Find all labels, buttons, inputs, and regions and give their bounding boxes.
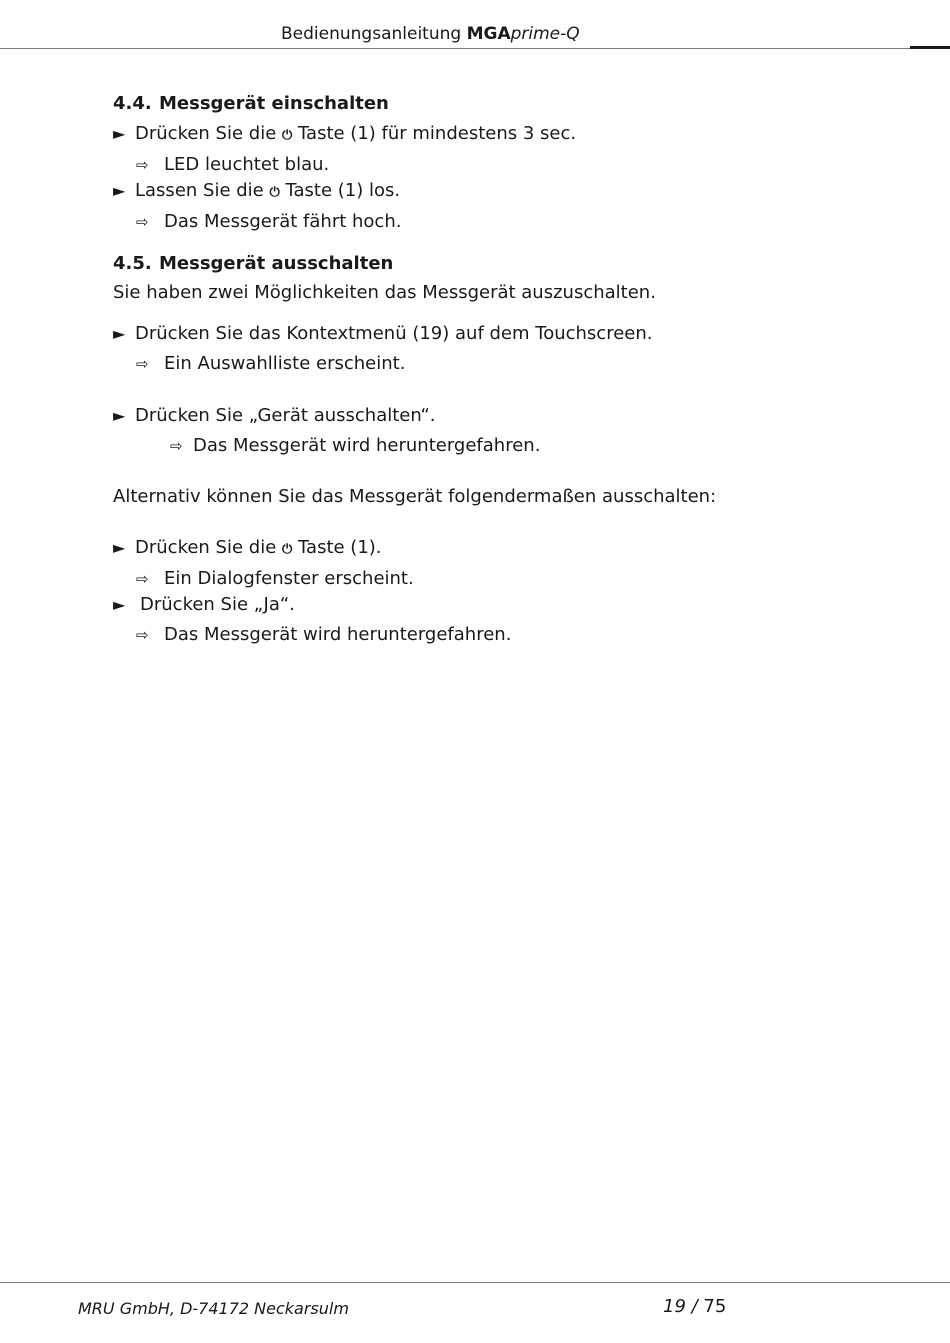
section-heading-4-5: [113, 253, 393, 274]
section-title: Messgerät einschalten: [159, 93, 389, 114]
step-text-post: Taste (1).: [292, 537, 382, 558]
power-icon: ⏻: [269, 185, 280, 200]
instruction-result: [136, 353, 405, 374]
step-text: Drücken Sie „Ja“.: [140, 594, 295, 615]
result-text: Ein Auswahlliste erscheint.: [164, 353, 406, 374]
section-intro: Sie haben zwei Möglichkeiten das Messgerät auszuschalten.: [113, 282, 656, 303]
footer-company: MRU GmbH, D-74172 Neckarsulm: [78, 1299, 349, 1318]
result-arrow-icon: ⇨: [170, 437, 183, 455]
result-arrow-icon: ⇨: [136, 213, 149, 231]
result-text: Das Messgerät wird heruntergefahren.: [164, 624, 512, 645]
result-text: Ein Dialogfenster erscheint.: [164, 568, 414, 589]
page-total: 75: [703, 1296, 727, 1317]
section-number: 4.5.: [113, 253, 152, 274]
result-arrow-icon: ⇨: [136, 355, 149, 373]
step-text-post: Taste (1) für mindestens 3 sec.: [292, 123, 577, 144]
step-text-post: Taste (1) los.: [279, 180, 401, 201]
header-rule: [0, 48, 910, 49]
result-arrow-icon: ⇨: [136, 626, 149, 644]
header-brand-bold: MGA: [466, 24, 511, 44]
header-title-prefix: Bedienungsanleitung: [281, 24, 467, 44]
result-text: LED leuchtet blau.: [164, 154, 330, 175]
header-rule-accent: [910, 46, 950, 49]
result-arrow-icon: ⇨: [136, 156, 149, 174]
alternative-intro: Alternativ können Sie das Messgerät folgendermaßen ausschalten:: [113, 486, 717, 507]
instruction-step: [113, 537, 382, 558]
bullet-triangle-icon: ►: [113, 538, 126, 557]
step-text-pre: Drücken Sie die: [135, 123, 282, 144]
instruction-step: [113, 180, 400, 201]
instruction-step: [113, 123, 576, 144]
bullet-triangle-icon: ►: [113, 324, 126, 343]
result-arrow-icon: ⇨: [136, 570, 149, 588]
section-title: Messgerät ausschalten: [159, 253, 394, 274]
step-text: Drücken Sie das Kontextmenü (19) auf dem Touchscreen.: [135, 323, 653, 344]
step-text-pre: Drücken Sie die: [135, 537, 282, 558]
instruction-result: [136, 568, 414, 589]
power-icon: ⏻: [282, 128, 293, 143]
page-separator: /: [685, 1296, 704, 1317]
instruction-step: [113, 594, 295, 615]
step-text-pre: Lassen Sie die: [135, 180, 270, 201]
page-current: 19: [663, 1296, 686, 1317]
instruction-result: [136, 154, 329, 175]
header-brand-italic: prime-Q: [510, 24, 580, 44]
bullet-triangle-icon: ►: [113, 124, 126, 143]
page-number: [663, 1296, 726, 1317]
instruction-result: [136, 624, 511, 645]
bullet-triangle-icon: ►: [113, 595, 126, 614]
section-heading-4-4: [113, 93, 389, 114]
footer-rule: [0, 1282, 950, 1283]
power-icon: ⏻: [282, 542, 293, 557]
section-number: 4.4.: [113, 93, 152, 114]
instruction-result: [136, 211, 401, 232]
result-text: Das Messgerät wird heruntergefahren.: [193, 435, 541, 456]
step-text: Drücken Sie „Gerät ausschalten“.: [135, 405, 436, 426]
bullet-triangle-icon: ►: [113, 181, 126, 200]
header-title: [281, 24, 580, 44]
instruction-step: [113, 323, 652, 344]
bullet-triangle-icon: ►: [113, 406, 126, 425]
result-text: Das Messgerät fährt hoch.: [164, 211, 402, 232]
instruction-step: [113, 405, 436, 426]
instruction-result: [170, 435, 540, 456]
